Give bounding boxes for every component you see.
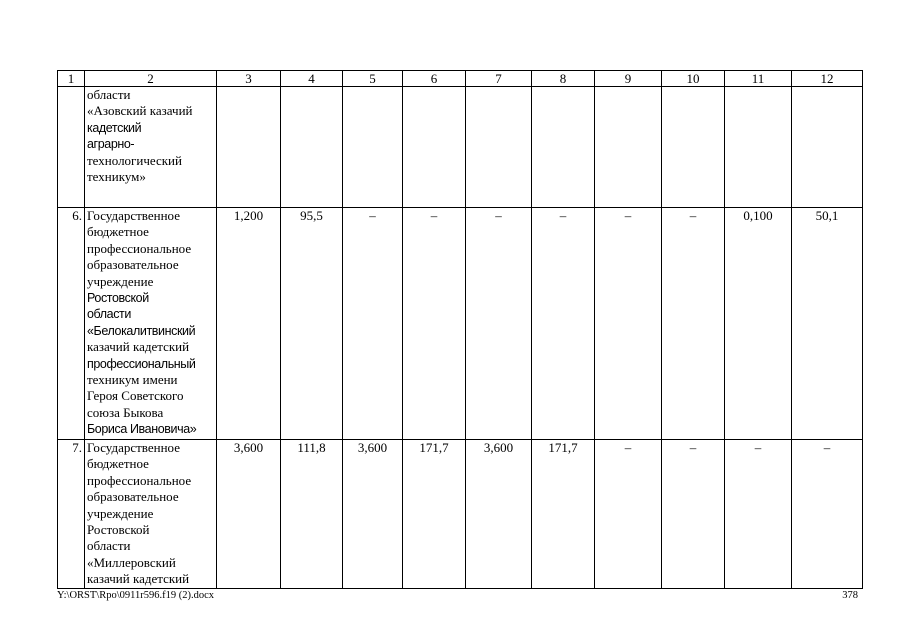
table-cell [343,87,403,208]
row-number: 7. [58,440,85,589]
name-line: профессиональный [87,356,196,371]
table-cell: – [466,208,532,440]
column-header: 4 [281,71,343,87]
table-cell: 3,600 [466,440,532,589]
row-number [58,87,85,208]
name-line: образовательное [87,257,179,273]
name-line: профессиональное [87,472,192,488]
name-line: бюджетное [87,224,149,240]
table-cell: – [595,208,662,440]
table-cell: – [343,208,403,440]
name-line: «Белокалитвинский [87,323,196,338]
name-line: учреждение [87,505,154,521]
table-cell [403,87,466,208]
table-cell [281,87,343,208]
column-header: 12 [792,71,863,87]
name-line: казачий кадетский [87,339,190,355]
table-cell [662,87,725,208]
data-table [57,70,863,589]
table-cell [595,87,662,208]
column-header: 3 [217,71,281,87]
name-line: образовательное [87,489,179,505]
table-cell [217,87,281,208]
column-header: 2 [85,71,217,87]
page-number: 378 [842,590,858,601]
column-header: 7 [466,71,532,87]
table-cell: 95,5 [281,208,343,440]
name-line: Государственное [87,208,180,223]
column-header: 5 [343,71,403,87]
table-cell: 50,1 [792,208,863,440]
table-cell: – [792,440,863,589]
table-row [58,87,863,208]
column-header: 6 [403,71,466,87]
column-header: 10 [662,71,725,87]
column-header: 1 [58,71,85,87]
name-line: Бориса Ивановича» [87,422,197,437]
name-line: Ростовской [87,522,150,538]
name-line: технологический [87,152,182,168]
table-cell: 3,600 [217,440,281,589]
name-line: области [87,538,131,554]
table-cell: 1,200 [217,208,281,440]
table-cell: – [403,208,466,440]
table-row [58,208,863,440]
institution-name [85,440,217,589]
name-line: техникум» [87,169,146,185]
name-line: Государственное [87,440,180,455]
file-path-footer: Y:\ORST\Rpo\0911r596.f19 (2).docx [57,590,215,601]
table-cell: – [532,208,595,440]
table-cell [532,87,595,208]
name-line: области [87,87,131,102]
table-cell [792,87,863,208]
table-row [58,440,863,589]
row-number: 6. [58,208,85,440]
column-header: 9 [595,71,662,87]
name-line: профессиональное [87,240,192,256]
table-cell: 0,100 [725,208,792,440]
name-line: «Азовский казачий [87,103,193,119]
table-cell: – [662,440,725,589]
name-line: Героя Советского [87,388,184,404]
table-cell: – [725,440,792,589]
name-line: аграрно- [87,137,135,152]
table-cell: – [662,208,725,440]
table-cell: – [595,440,662,589]
table-cell: 171,7 [532,440,595,589]
name-line: «Миллеровский [87,554,176,570]
table-cell: 111,8 [281,440,343,589]
name-line: казачий кадетский [87,571,190,587]
column-header: 8 [532,71,595,87]
name-line: техникум имени [87,372,178,388]
name-line: Ростовской [87,291,149,306]
name-line: кадетский [87,120,142,135]
table-header-row [58,71,863,87]
name-line: союза Быкова [87,404,164,420]
table-cell [725,87,792,208]
institution-name [85,208,217,440]
institution-name [85,87,217,208]
table-cell [466,87,532,208]
name-line: области [87,307,131,322]
column-header: 11 [725,71,792,87]
name-line: учреждение [87,273,154,289]
name-line: бюджетное [87,456,149,472]
table-cell: 171,7 [403,440,466,589]
table-cell: 3,600 [343,440,403,589]
